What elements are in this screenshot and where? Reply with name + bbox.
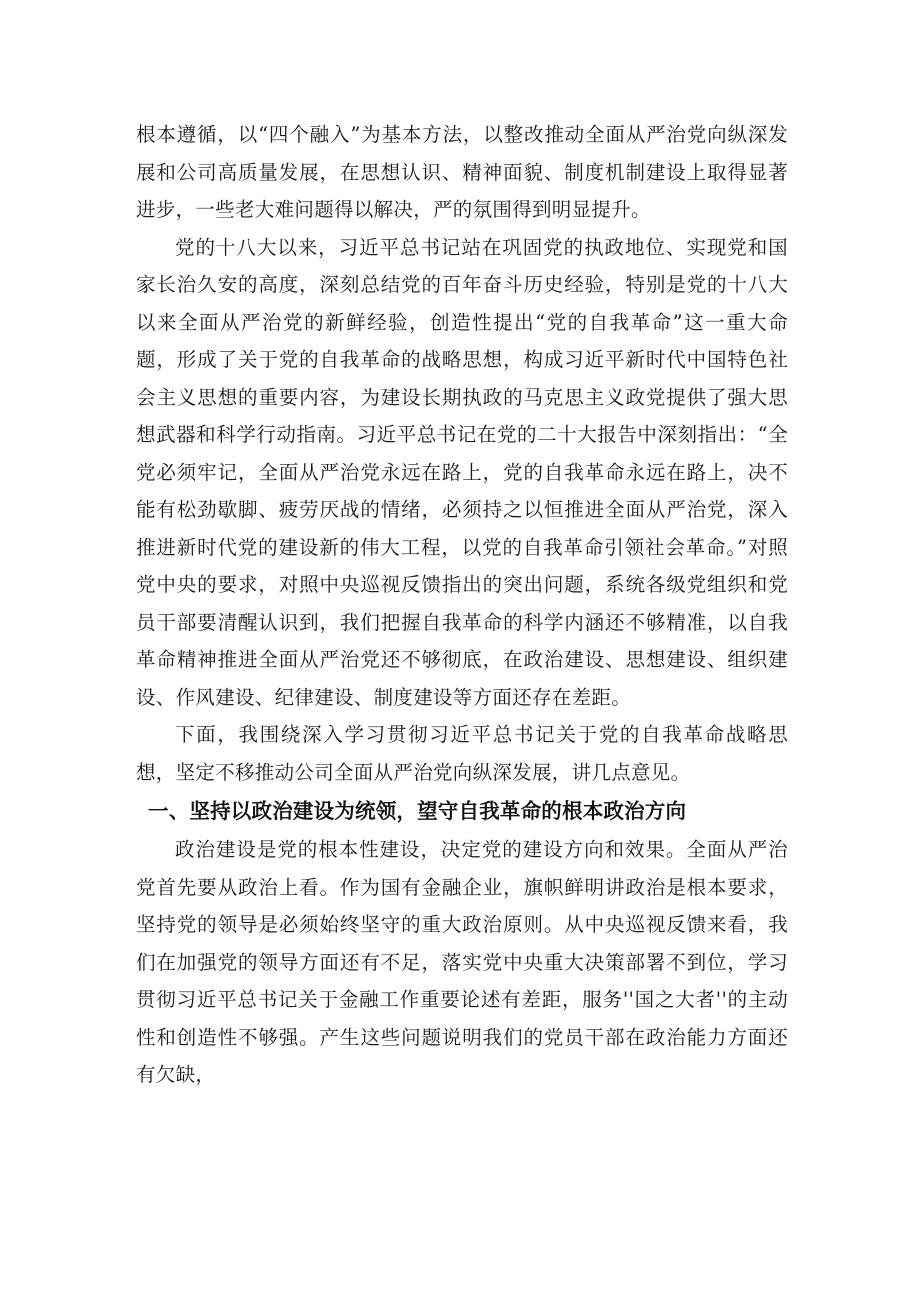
document-body: [136, 116, 788, 1094]
paragraph-intro: 下面，我围绕深入学习贯彻习近平总书记关于党的自我革命战略思想，坚定不移推动公司全面从严治党向纵深发展，讲几点意见。: [136, 723, 788, 784]
paragraph-self-revolution: 党的十八大以来，习近平总书记站在巩固党的执政地位、实现党和国家长治久安的高度，深刻总结党的百年奋斗历史经验，特别是党的十八大以来全面从严治党的新鲜经验，创造性提出“党的自我革命”这一重大命题，形成了关于党的自我革命的战略思想，构成习近平新时代中国特色社会主义思想的重要内容，为建设长期执政的马克思主义政党提供了强大思想武器和科学行动指南。习近平总书记在党的二十大报告中深刻指出：“全党必须牢记，全面从严治党永远在路上，党的自我革命永远在路上，决不能有松劲歇脚、疲劳厌战的情绪，必须持之以恒推进全面从严治党，深入推进新时代党的建设新的伟大工程，以党的自我革命引领社会革命。”对照党中央的要求，对照中央巡视反馈指出的突出问题，系统各级党组织和党员干部要清醒认识到，我们把握自我革命的科学内涵还不够精准，以自我革命精神推进全面从严治党还不够彻底，在政治建设、思想建设、组织建设、作风建设、纪律建设、制度建设等方面还存在差距。: [136, 235, 788, 709]
section-heading: 一、坚持以政治建设为统领，望守自我革命的根本政治方向: [148, 799, 687, 823]
paragraph-political-building: 政治建设是党的根本性建设，决定党的建设方向和效果。全面从严治党首先要从政治上看。作为国有金融企业，旗帜鲜明讲政治是根本要求，坚持党的领导是必须始终坚守的重大政治原则。从中央巡视反馈来看，我们在加强党的领导方面还有不足，落实党中央重大决策部署不到位，学习贯彻习近平总书记关于金融工作重要论述有差距，服务''国之大者''的主动性和创造性不够强。产生这些问题说明我们的党员干部在政治能力方面还有欠缺，: [136, 838, 788, 1086]
paragraph-continuation: 根本遵循，以“四个融入”为基本方法，以整改推动全面从严治党向纵深发展和公司高质量发展，在思想认识、精神面貌、制度机制建设上取得显著进步，一些老大难问题得以解决，严的氛围得到明显提升。: [136, 123, 788, 221]
